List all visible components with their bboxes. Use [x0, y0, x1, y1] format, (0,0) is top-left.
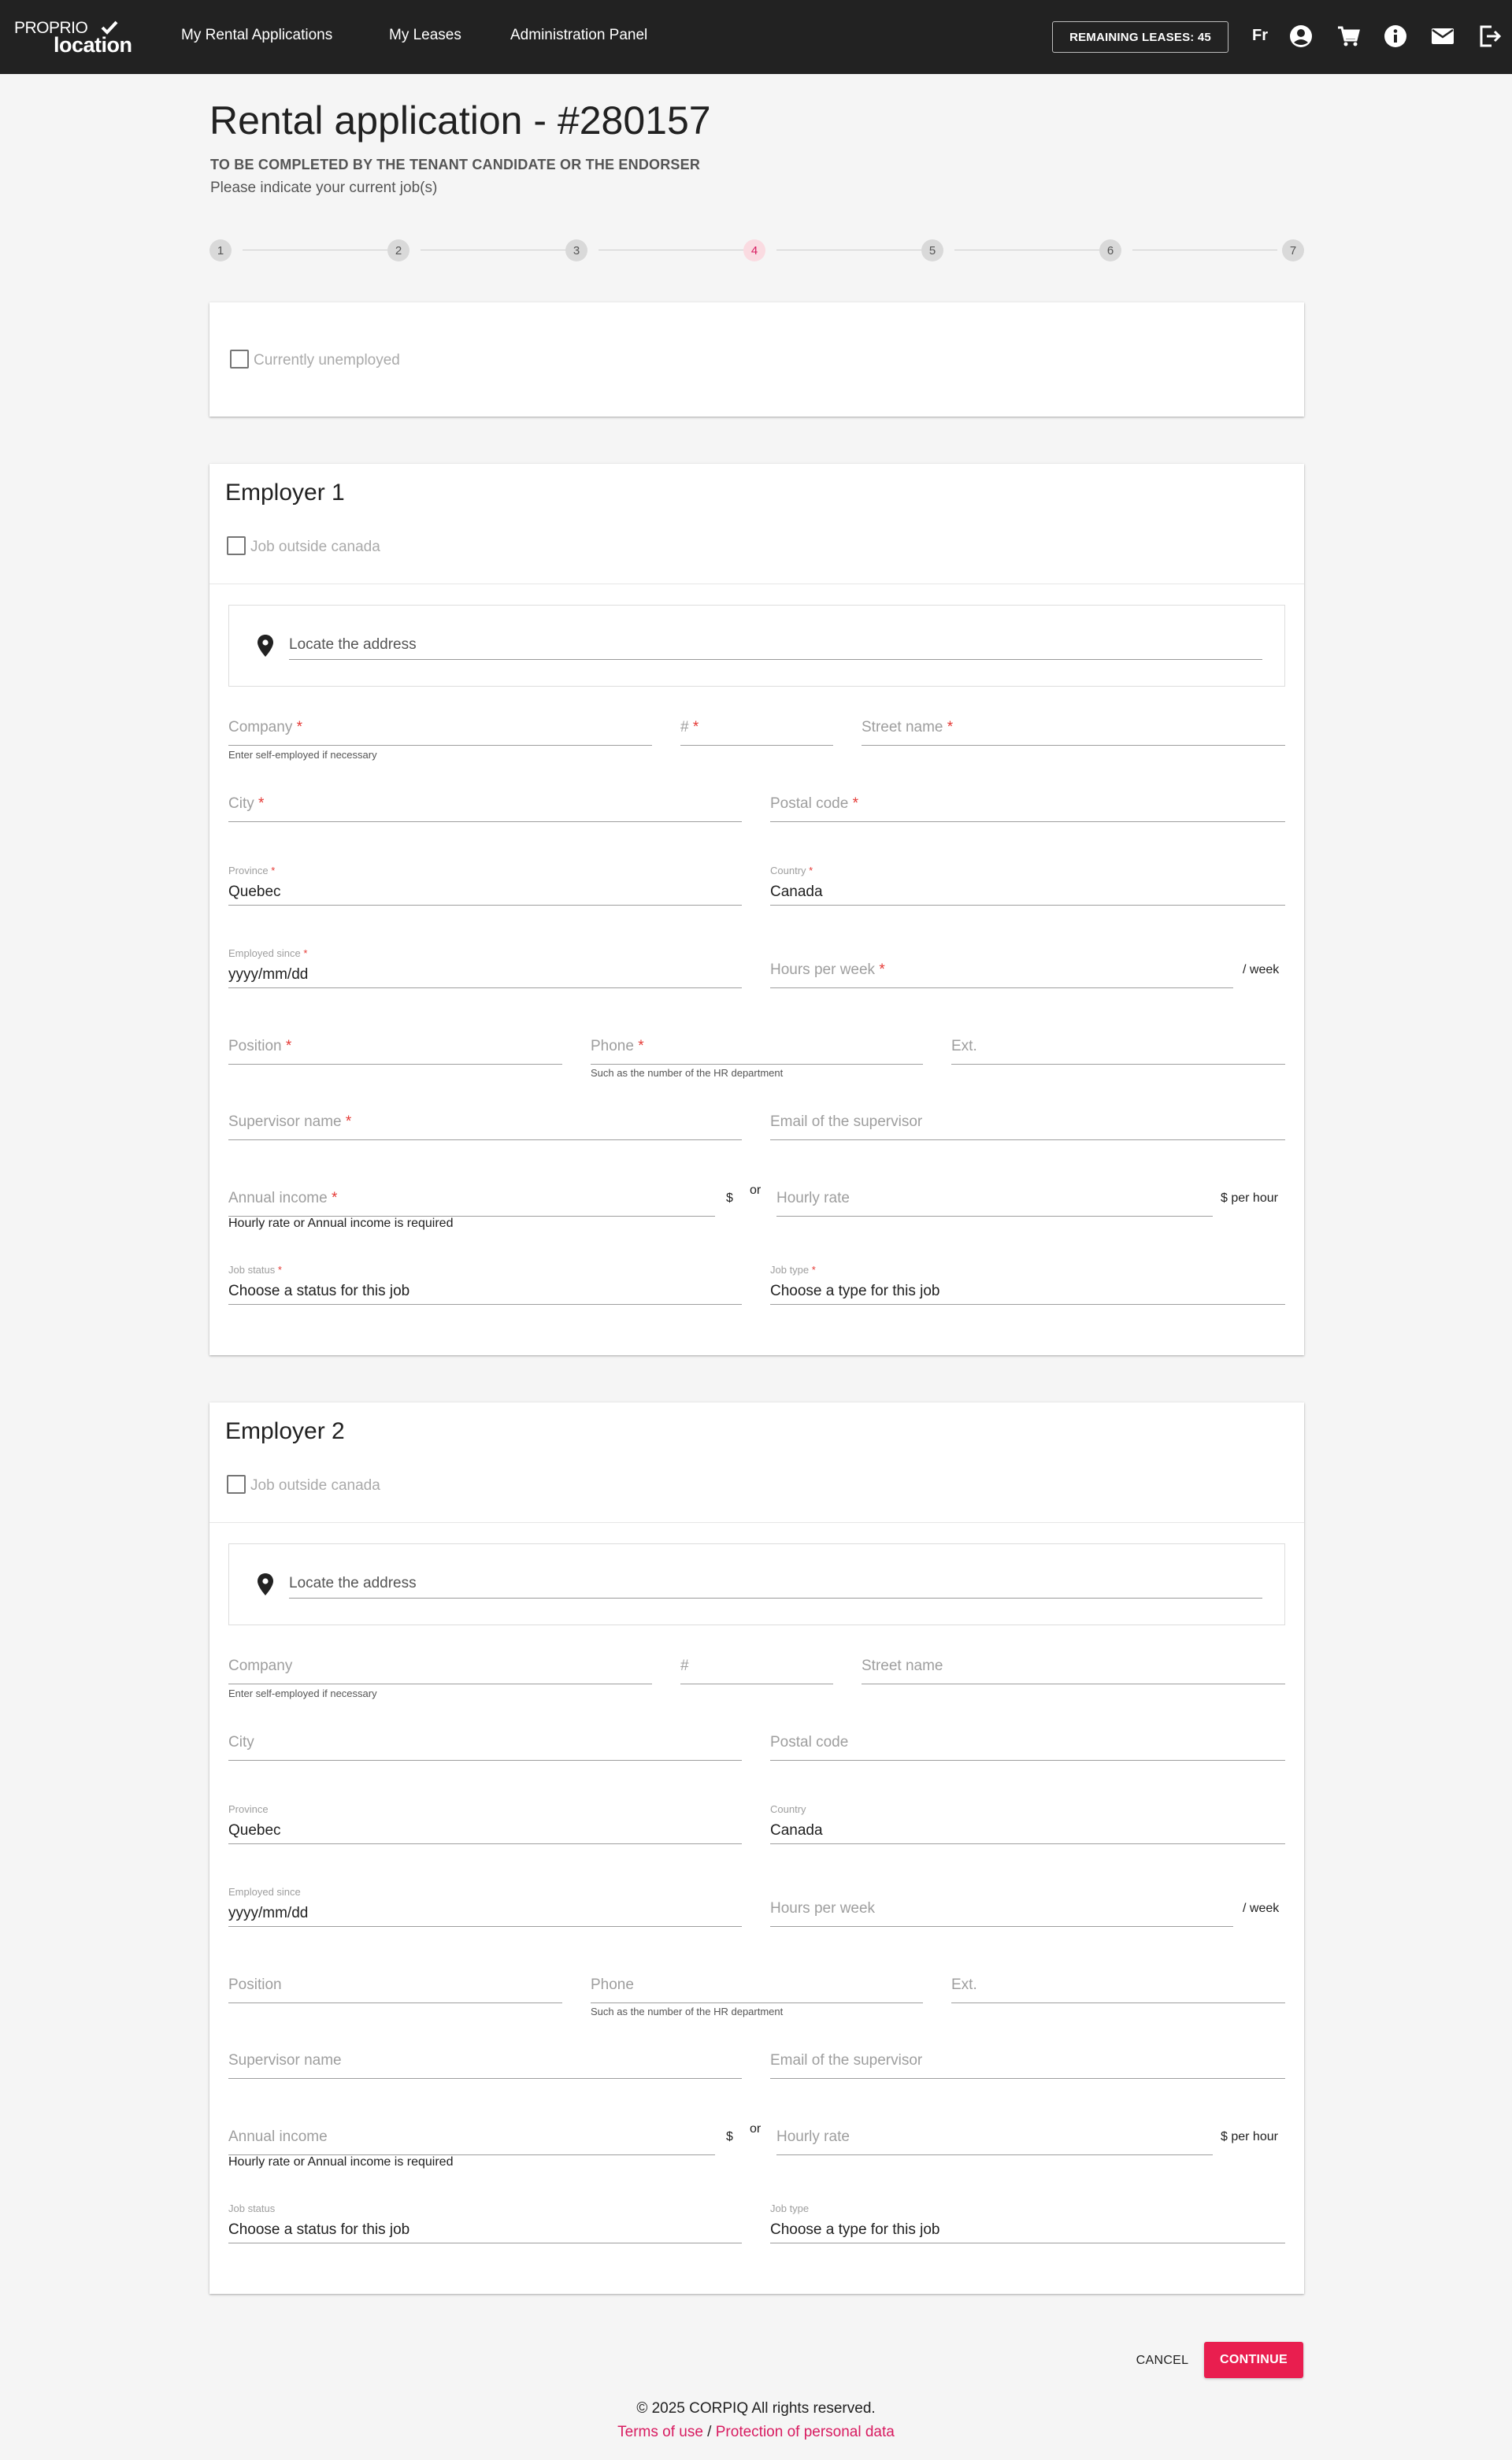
page-subtitle: TO BE COMPLETED BY THE TENANT CANDIDATE OR THE ENDORSER — [210, 157, 701, 172]
field-underline — [228, 1760, 742, 1761]
locate-address-box — [228, 1543, 1285, 1625]
mail-icon[interactable] — [1430, 24, 1455, 49]
company-hint: Enter self-employed if necessary — [228, 1688, 377, 1699]
nav-administration-panel[interactable]: Administration Panel — [510, 27, 648, 43]
currently-unemployed-checkbox[interactable] — [230, 350, 249, 369]
extension-field[interactable] — [951, 1033, 1285, 1065]
company-field[interactable] — [228, 1653, 652, 1684]
street-number-placeholder: # — [680, 719, 689, 735]
position-field[interactable] — [228, 1972, 562, 2003]
job-status-value: Choose a status for this job — [228, 2221, 410, 2238]
field-underline — [770, 905, 1285, 906]
field-underline — [770, 987, 1233, 988]
supervisor-name-placeholder: Supervisor name — [228, 1113, 342, 1130]
logo-text-bottom: location — [54, 33, 132, 57]
employed-since-field[interactable] — [228, 1886, 742, 1927]
street-number-placeholder: # — [680, 1658, 689, 1674]
unemployed-card — [209, 302, 1304, 417]
job-type-label: Job type — [770, 1264, 810, 1276]
job-status-label: Job status — [228, 1264, 276, 1276]
position-placeholder: Position — [228, 1038, 282, 1054]
income-required-hint: Hourly rate or Annual income is required — [228, 2155, 454, 2169]
job-outside-canada-label: Job outside canada — [250, 1477, 380, 1494]
province-value: Quebec — [228, 884, 281, 900]
supervisor-email-field[interactable] — [770, 2047, 1285, 2079]
job-type-value: Choose a type for this job — [770, 1283, 940, 1299]
field-underline — [770, 2078, 1285, 2079]
or-separator: or — [750, 2122, 762, 2136]
field-underline — [228, 905, 742, 906]
job-status-label: Job status — [228, 2203, 276, 2214]
required-asterisk: * — [296, 719, 303, 735]
street-name-field[interactable] — [862, 714, 1285, 746]
field-underline — [228, 745, 652, 746]
city-placeholder: City — [228, 1734, 254, 1751]
or-separator: or — [750, 1184, 762, 1197]
hourly-rate-field[interactable] — [776, 1185, 1213, 1217]
required-asterisk: * — [879, 961, 885, 978]
employer-title: Employer 2 — [225, 1418, 345, 1444]
postal-code-field[interactable] — [770, 1729, 1285, 1761]
hours-per-week-placeholder: Hours per week — [770, 1900, 876, 1917]
country-value: Canada — [770, 1822, 823, 1839]
location-pin-icon — [256, 634, 275, 658]
info-icon[interactable] — [1383, 24, 1408, 49]
required-asterisk: * — [345, 1113, 352, 1130]
per-hour-suffix: $ per hour — [1221, 2130, 1278, 2143]
terms-of-use-link[interactable]: Terms of use — [617, 2424, 703, 2440]
position-placeholder: Position — [228, 1977, 282, 1993]
required-asterisk: * — [692, 719, 699, 735]
field-underline — [228, 2002, 562, 2003]
field-underline — [228, 987, 742, 988]
street-number-field[interactable] — [680, 714, 833, 746]
country-value: Canada — [770, 884, 823, 900]
locate-address-underline — [289, 659, 1262, 660]
field-underline — [228, 1304, 742, 1305]
cart-icon[interactable] — [1336, 24, 1361, 49]
field-underline — [680, 745, 833, 746]
account-icon[interactable] — [1288, 24, 1314, 49]
field-underline — [228, 1843, 742, 1844]
currently-unemployed-label: Currently unemployed — [254, 352, 400, 369]
required-asterisk: * — [277, 1264, 282, 1276]
supervisor-email-field[interactable] — [770, 1109, 1285, 1140]
field-underline — [228, 1926, 742, 1927]
required-asterisk: * — [947, 719, 954, 735]
province-select[interactable] — [228, 1803, 742, 1844]
required-asterisk: * — [852, 795, 858, 812]
job-outside-canada-checkbox[interactable] — [227, 1475, 246, 1494]
step-4-active[interactable]: 4 — [743, 239, 765, 261]
locate-address-underline — [289, 1598, 1262, 1599]
field-underline — [776, 1216, 1213, 1217]
field-underline — [770, 1926, 1233, 1927]
postal-code-placeholder: Postal code — [770, 1734, 849, 1751]
field-underline — [228, 1139, 742, 1140]
city-field[interactable] — [228, 791, 742, 822]
job-outside-canada-checkbox[interactable] — [227, 536, 246, 555]
progress-stepper — [209, 238, 1304, 263]
required-asterisk: * — [285, 1038, 292, 1054]
language-toggle[interactable]: Fr — [1252, 27, 1268, 44]
street-name-field[interactable] — [862, 1653, 1285, 1684]
street-number-field[interactable] — [680, 1653, 833, 1684]
required-asterisk: * — [303, 947, 308, 959]
continue-button[interactable]: CONTINUE — [1204, 2342, 1303, 2378]
per-hour-suffix: $ per hour — [1221, 1191, 1278, 1205]
job-type-value: Choose a type for this job — [770, 2221, 940, 2238]
required-asterisk: * — [331, 1190, 338, 1206]
job-type-select[interactable] — [770, 2203, 1285, 2243]
company-placeholder: Company — [228, 719, 293, 735]
top-navbar — [0, 0, 1512, 74]
position-field[interactable] — [228, 1033, 562, 1065]
hourly-rate-placeholder: Hourly rate — [776, 2128, 850, 2145]
step-1[interactable]: 1 — [209, 239, 232, 261]
annual-income-field[interactable] — [228, 2124, 715, 2155]
supervisor-email-placeholder: Email of the supervisor — [770, 1113, 923, 1130]
extension-placeholder: Ext. — [951, 1038, 977, 1054]
job-status-value: Choose a status for this job — [228, 1283, 410, 1299]
phone-hint: Such as the number of the HR department — [591, 2006, 784, 2017]
country-select[interactable] — [770, 865, 1285, 906]
annual-income-placeholder: Annual income — [228, 1190, 328, 1206]
job-status-select[interactable] — [228, 1264, 742, 1305]
logout-icon[interactable] — [1477, 24, 1503, 49]
per-week-suffix: / week — [1243, 963, 1280, 976]
field-underline — [951, 2002, 1285, 2003]
supervisor-email-placeholder: Email of the supervisor — [770, 2052, 923, 2069]
required-asterisk: * — [271, 865, 276, 876]
footer-separator: / — [702, 2424, 716, 2440]
hourly-rate-placeholder: Hourly rate — [776, 1190, 850, 1206]
cancel-button[interactable]: CANCEL — [1136, 2354, 1189, 2367]
field-underline — [862, 745, 1285, 746]
hourly-rate-field[interactable] — [776, 2124, 1213, 2155]
job-status-select[interactable] — [228, 2203, 742, 2243]
locate-address-input[interactable]: Locate the address — [289, 1575, 417, 1591]
privacy-link[interactable]: Protection of personal data — [715, 2424, 895, 2440]
hours-per-week-field[interactable] — [770, 957, 1233, 988]
per-week-suffix: / week — [1243, 1902, 1280, 1915]
country-label: Country — [770, 1803, 806, 1815]
field-underline — [951, 1064, 1285, 1065]
province-value: Quebec — [228, 1822, 281, 1839]
city-placeholder: City — [228, 795, 254, 812]
company-placeholder: Company — [228, 1658, 293, 1674]
field-underline — [591, 1064, 923, 1065]
footer-links — [0, 2424, 1512, 2441]
required-asterisk: * — [258, 795, 265, 812]
dollar-suffix: $ — [726, 2130, 733, 2143]
employed-since-field[interactable] — [228, 947, 742, 988]
employer-title: Employer 1 — [225, 480, 345, 506]
employer-1-card — [209, 464, 1304, 1355]
step-5[interactable]: 5 — [921, 239, 943, 261]
postal-code-field[interactable] — [770, 791, 1285, 822]
province-select[interactable] — [228, 865, 742, 906]
supervisor-name-placeholder: Supervisor name — [228, 2052, 342, 2069]
street-name-placeholder: Street name — [862, 1658, 943, 1674]
supervisor-name-field[interactable] — [228, 1109, 742, 1140]
city-field[interactable] — [228, 1729, 742, 1761]
country-select[interactable] — [770, 1803, 1285, 1844]
field-underline — [228, 821, 742, 822]
proprio-location-logo[interactable] — [14, 19, 140, 55]
field-underline — [770, 1843, 1285, 1844]
nav-my-rental-applications[interactable]: My Rental Applications — [181, 27, 333, 43]
phone-field[interactable] — [591, 1972, 923, 2003]
field-underline — [770, 821, 1285, 822]
employed-since-value: yyyy/mm/dd — [228, 966, 309, 983]
phone-hint: Such as the number of the HR department — [591, 1067, 784, 1079]
step-3[interactable]: 3 — [565, 239, 587, 261]
phone-placeholder: Phone — [591, 1977, 634, 1993]
province-label: Province — [228, 1803, 269, 1815]
phone-placeholder: Phone — [591, 1038, 634, 1054]
job-type-select[interactable] — [770, 1264, 1285, 1305]
location-pin-icon — [256, 1573, 275, 1596]
company-field[interactable] — [228, 714, 652, 746]
field-underline — [770, 1139, 1285, 1140]
supervisor-name-field[interactable] — [228, 2047, 742, 2079]
required-asterisk: * — [638, 1038, 644, 1054]
street-name-placeholder: Street name — [862, 719, 943, 735]
annual-income-field[interactable] — [228, 1185, 715, 1217]
field-underline — [228, 2078, 742, 2079]
footer-copyright: © 2025 CORPIQ All rights reserved. — [636, 2400, 876, 2417]
hours-per-week-field[interactable] — [770, 1895, 1233, 1927]
field-underline — [228, 1064, 562, 1065]
required-asterisk: * — [809, 865, 813, 876]
locate-address-box — [228, 605, 1285, 687]
country-label: Country — [770, 865, 806, 876]
nav-my-leases[interactable]: My Leases — [389, 27, 461, 43]
employed-since-value: yyyy/mm/dd — [228, 1905, 309, 1921]
logo-text-top: PROPRIO — [14, 19, 88, 37]
company-hint: Enter self-employed if necessary — [228, 749, 377, 761]
field-underline — [770, 1760, 1285, 1761]
locate-address-input[interactable]: Locate the address — [289, 636, 417, 653]
page-instruction: Please indicate your current job(s) — [210, 180, 438, 196]
hours-per-week-placeholder: Hours per week — [770, 961, 876, 978]
job-outside-canada-label: Job outside canada — [250, 539, 380, 555]
annual-income-placeholder: Annual income — [228, 2128, 328, 2145]
employed-since-label: Employed since — [228, 1886, 301, 1898]
province-label: Province — [228, 865, 269, 876]
phone-field[interactable] — [591, 1033, 923, 1065]
field-underline — [591, 2002, 923, 2003]
page-title: Rental application - #280157 — [209, 98, 711, 143]
job-type-label: Job type — [770, 2203, 810, 2214]
section-divider — [209, 1522, 1304, 1523]
field-underline — [776, 2154, 1213, 2155]
field-underline — [770, 1304, 1285, 1305]
dollar-suffix: $ — [726, 1191, 733, 1205]
step-7[interactable]: 7 — [1282, 239, 1304, 261]
employed-since-label: Employed since — [228, 947, 301, 959]
required-asterisk: * — [811, 1264, 816, 1276]
postal-code-placeholder: Postal code — [770, 795, 849, 812]
step-6[interactable]: 6 — [1099, 239, 1121, 261]
step-2[interactable]: 2 — [387, 239, 410, 261]
income-required-hint: Hourly rate or Annual income is required — [228, 1217, 454, 1230]
employer-2-card — [209, 1402, 1304, 2294]
extension-placeholder: Ext. — [951, 1977, 977, 1993]
extension-field[interactable] — [951, 1972, 1285, 2003]
remaining-leases-badge[interactable]: REMAINING LEASES: 45 — [1052, 21, 1228, 53]
